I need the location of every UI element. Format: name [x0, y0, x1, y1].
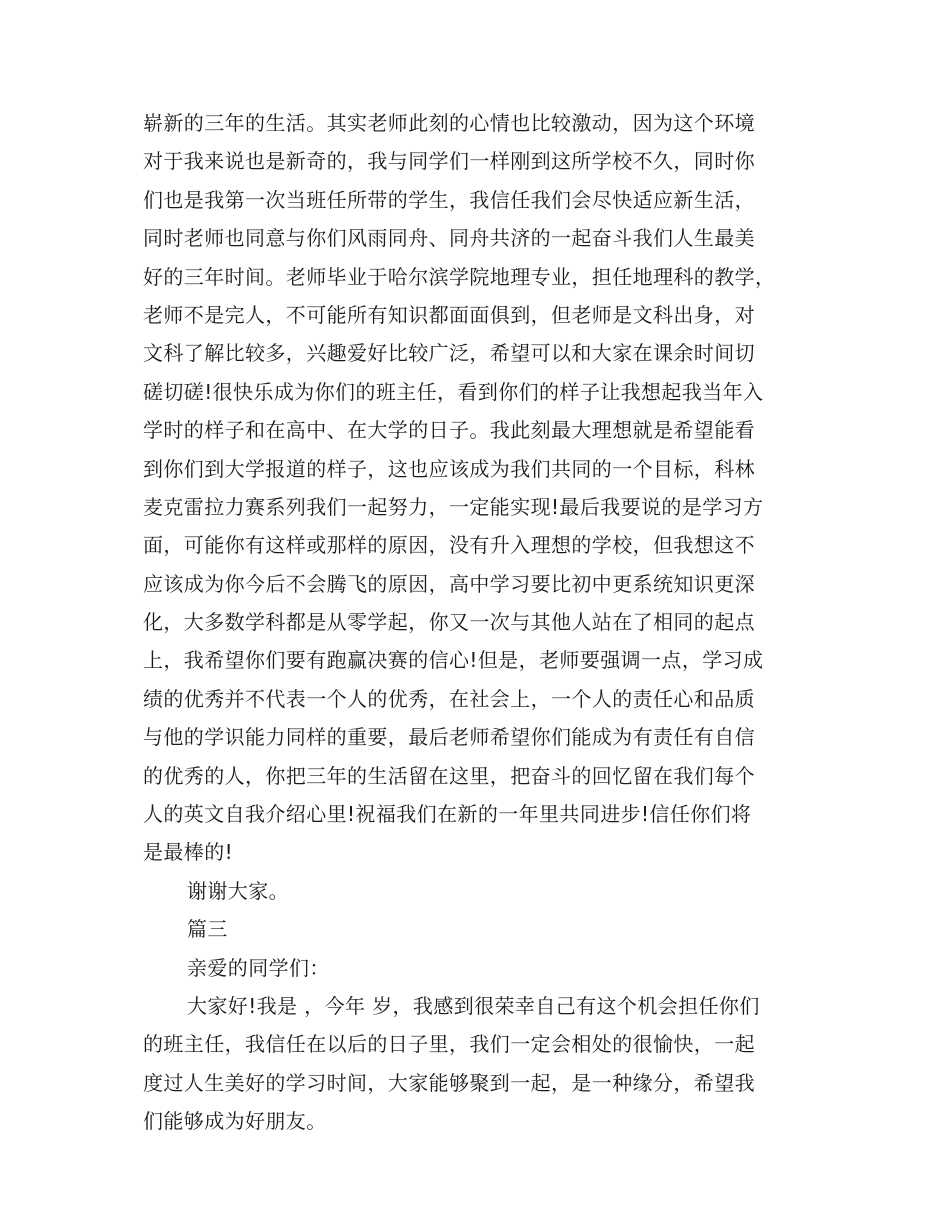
text-line: 好的三年时间。老师毕业于哈尔滨学院地理专业，担任地理科的教学，	[143, 264, 776, 289]
text-line: 是最棒的!	[143, 840, 234, 865]
text-line: 与他的学识能力同样的重要，最后老师希望你们能成为有责任有自信	[143, 725, 755, 750]
text-line: 对于我来说也是新奇的，我与同学们一样刚到这所学校不久，同时你	[143, 149, 755, 174]
document-body	[143, 104, 815, 1141]
text-line: 应该成为你今后不会腾飞的原因，高中学习要比初中更系统知识更深	[143, 571, 755, 596]
text-line: 化，大多数学科都是从零学起，你又一次与其他人站在了相同的起点	[143, 610, 755, 635]
text-line: 的班主任，我信任在以后的日子里，我们一定会相处的很愉快，一起	[143, 1032, 755, 1057]
text-line: 人的英文自我介绍心里!祝福我们在新的一年里共同进步!信任你们将	[143, 802, 752, 827]
text-line: 面，可能你有这样或那样的原因，没有升入理想的学校，但我想这不	[143, 533, 755, 558]
text-line: 老师不是完人，不可能所有知识都面面俱到，但老师是文科出身，对	[143, 302, 755, 327]
text-line: 崭新的三年的生活。其实老师此刻的心情也比较激动，因为这个环境	[143, 111, 755, 135]
text-line: 绩的优秀并不代表一个人的优秀，在社会上，一个人的责任心和品质	[143, 686, 755, 711]
text-line: 度过人生美好的学习时间，大家能够聚到一起，是一种缘分，希望我	[143, 1070, 755, 1095]
text-line: 们也是我第一次当班任所带的学生，我信任我们会尽快适应新生活，	[143, 187, 755, 212]
text-line: 麦克雷拉力赛系列我们一起努力，一定能实现!最后我要说的是学习方	[143, 494, 764, 519]
text-line: 的优秀的人，你把三年的生活留在这里，把奋斗的回忆留在我们每个	[143, 763, 755, 788]
text-line: 文科了解比较多，兴趣爱好比较广泛，希望可以和大家在课余时间切	[143, 341, 755, 366]
text-line: 们能够成为好朋友。	[143, 1109, 327, 1134]
text-line: 同时老师也同意与你们风雨同舟、同舟共济的一起奋斗我们人生最美	[143, 226, 755, 251]
text-line: 谢谢大家。	[187, 878, 289, 903]
text-line: 篇三	[187, 917, 228, 942]
text-line: 磋切磋!很快乐成为你们的班主任，看到你们的样子让我想起我当年入	[143, 379, 764, 404]
text-line: 学时的样子和在高中、在大学的日子。我此刻最大理想就是希望能看	[143, 418, 755, 443]
text-line: 亲爱的同学们：	[187, 955, 330, 980]
text-line: 大家好!我是 ，今年 岁，我感到很荣幸自己有这个机会担任你们	[187, 993, 760, 1018]
text-line: 到你们到大学报道的样子，这也应该成为我们共同的一个目标，科林	[143, 456, 755, 481]
text-line: 上，我希望你们要有跑赢决赛的信心!但是，老师要强调一点，学习成	[143, 648, 764, 673]
